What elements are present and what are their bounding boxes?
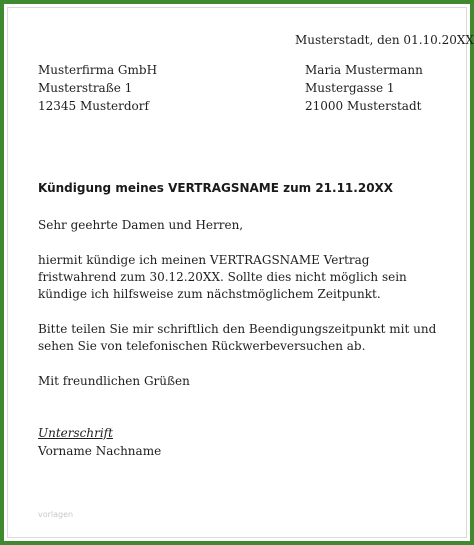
signature-label: Unterschrift [38,426,113,440]
recipient-address [305,61,423,115]
recipient-street: Mustergasse 1 [305,81,395,95]
closing-line: Mit freundlichen Grüßen [38,374,190,388]
sender-company: Musterfirma GmbH [38,63,158,77]
signature-name: Vorname Nachname [38,444,162,458]
body-paragraph-1: hiermit kündige ich meinen VERTRAGSNAME Vertrag fristwahrend zum 30.12.20XX. Sollte dies nicht möglich sein kündige ich hilfsweise zum nächstmöglichem Zeitpunkt. [38,253,407,301]
sender-street: Musterstraße 1 [38,81,133,95]
salutation: Sehr geehrte Damen und Herren, [38,218,244,232]
date-line: Musterstadt, den 01.10.20XX [295,33,474,47]
document-page [7,7,474,538]
subject-line: Kündigung meines VERTRAGSNAME zum 21.11.20XX [38,181,394,195]
recipient-city: 21000 Musterstadt [305,99,422,113]
sender-city: 12345 Musterdorf [38,99,149,113]
recipient-name: Maria Mustermann [305,63,423,77]
body-paragraph-2: Bitte teilen Sie mir schriftlich den Beendigungszeitpunkt mit und sehen Sie von telefonischen Rückwerbeversuchen ab. [38,322,437,353]
watermark-text: vorlagen [38,510,74,519]
sender-address [38,61,157,115]
